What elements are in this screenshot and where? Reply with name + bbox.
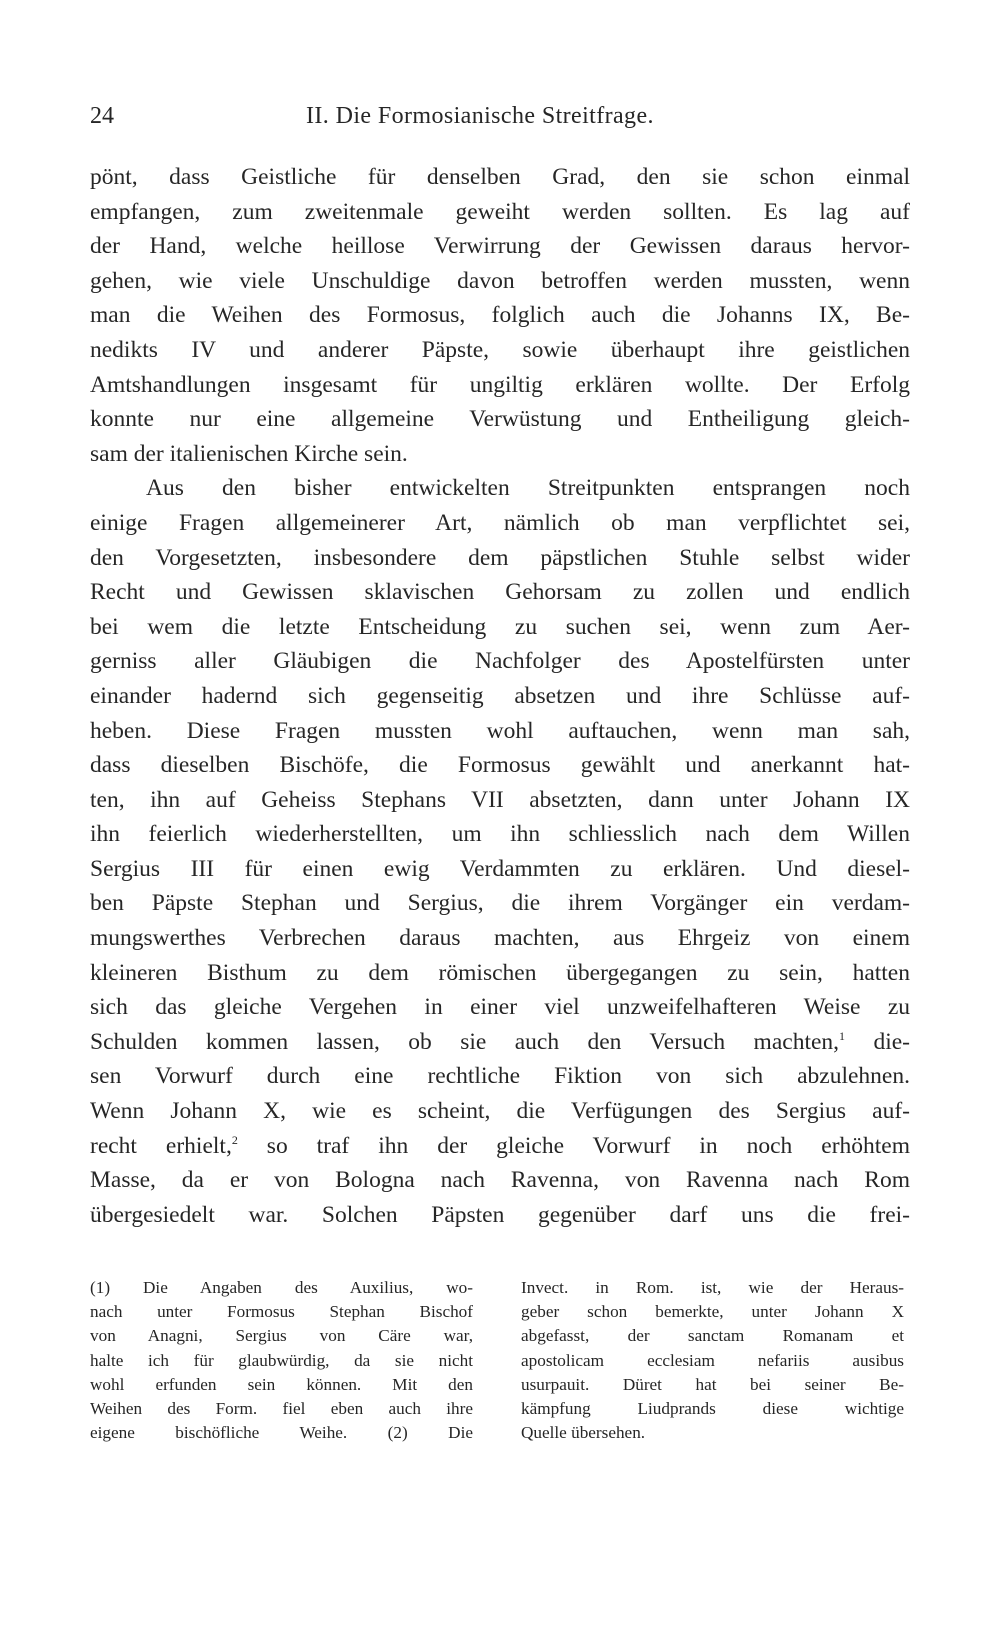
- body-line-text: recht erhielt,: [90, 1132, 232, 1159]
- body-line-text: so traf ihn der gleiche Vorwurf in noch erhöhtem: [266, 1132, 910, 1159]
- footnote-line: eigene bischöfliche Weihe. (2) Die: [90, 1423, 473, 1443]
- footnote-line: Weihen des Form. fiel eben auch ihre: [90, 1398, 473, 1418]
- body-line: nedikts IV und anderer Päpste, sowie überhaupt ihre geistlichen: [90, 336, 910, 363]
- body-line: einander hadernd sich gegenseitig absetzen und ihre Schlüsse auf-: [90, 682, 910, 709]
- body-line: den Vorgesetzten, insbesondere dem päpstlichen Stuhle selbst wider: [90, 544, 910, 571]
- body-line-with-footnote-2: [90, 1129, 910, 1164]
- body-line: kleineren Bisthum zu dem römischen übergegangen zu sein, hatten: [90, 959, 910, 986]
- body-line: ihn feierlich wiederherstellten, um ihn schliesslich nach dem Willen: [90, 821, 910, 848]
- body-line: konnte nur eine allgemeine Verwüstung und Entheiligung gleich-: [90, 406, 910, 433]
- footnote-line: Invect. in Rom. ist, wie der Heraus-: [521, 1278, 904, 1297]
- body-line: pönt, dass Geistliche für denselben Grad, den sie schon einmal: [90, 164, 910, 190]
- body-line: empfangen, zum zweitenmale geweiht werden sollten. Es lag auf: [90, 198, 910, 225]
- footnote-line: nach unter Formosus Stephan Bischof: [90, 1302, 473, 1322]
- body-line: ten, ihn auf Geheiss Stephans VII absetzten, dann unter Johann IX: [90, 786, 910, 813]
- body-line: Recht und Gewissen sklavischen Gehorsam zu zollen und endlich: [90, 579, 910, 606]
- body-line: der Hand, welche heillose Verwirrung der Gewissen daraus hervor-: [90, 233, 910, 260]
- footnote-line: wohl erfunden sein können. Mit den: [90, 1374, 473, 1394]
- body-line: Wenn Johann X, wie es scheint, die Verfügungen des Sergius auf-: [90, 1098, 910, 1125]
- body-line: mungswerthes Verbrechen daraus machten, aus Ehrgeiz von einem: [90, 925, 910, 952]
- body-line: Sergius III für einen ewig Verdammten zu erklären. Und diesel-: [90, 855, 910, 882]
- body-line: Amtshandlungen insgesamt für ungiltig erklären wollte. Der Erfolg: [90, 371, 910, 398]
- footnote-line: Quelle übersehen.: [521, 1423, 646, 1443]
- running-head: [90, 99, 910, 133]
- footnote-line: kämpfung Liudprands diese wichtige: [521, 1398, 904, 1418]
- footnote-column-right: [521, 1276, 904, 1445]
- footnote-column-left: [90, 1276, 473, 1445]
- footnote-line: usurpauit. Düret hat bei seiner Be-: [521, 1374, 904, 1394]
- footnote-line: halte ich für glaubwürdig, da sie nicht: [90, 1350, 473, 1370]
- body-line: man die Weihen des Formosus, folglich auch die Johanns IX, Be-: [90, 302, 910, 329]
- body-text: [90, 160, 910, 1232]
- footnotes: [90, 1276, 910, 1476]
- running-title: II. Die Formosianische Streitfrage.: [306, 103, 654, 129]
- footnote-line: von Anagni, Sergius von Cäre war,: [90, 1326, 473, 1346]
- footnote-mark: 2: [231, 1132, 238, 1147]
- body-line: sam der italienischen Kirche sein.: [90, 440, 408, 467]
- body-line: Aus den bisher entwickelten Streitpunkten entsprangen noch: [146, 475, 910, 502]
- body-line: bei wem die letzte Entscheidung zu suchen sei, wenn zum Aer-: [90, 613, 910, 640]
- body-line: heben. Diese Fragen mussten wohl auftauchen, wenn man sah,: [90, 717, 910, 744]
- footnote-line: abgefasst, der sanctam Romanam et: [521, 1326, 904, 1346]
- footnote-line: geber schon bemerkte, unter Johann X: [521, 1302, 904, 1322]
- body-line: Masse, da er von Bologna nach Ravenna, von Ravenna nach Rom: [90, 1167, 910, 1194]
- body-line: einige Fragen allgemeinerer Art, nämlich ob man verpflichtet sei,: [90, 509, 910, 536]
- footnote-mark: 1: [839, 1029, 846, 1044]
- body-line-text: Schulden kommen lassen, ob sie auch den Versuch machten,: [90, 1028, 840, 1055]
- body-line: sich das gleiche Vergehen in einer viel unzweifelhafteren Weise zu: [90, 994, 910, 1021]
- body-line-text: die-: [873, 1028, 910, 1055]
- page-number: 24: [90, 103, 114, 129]
- body-line: ben Päpste Stephan und Sergius, die ihrem Vorgänger ein verdam-: [90, 890, 910, 917]
- footnote-line: (1) Die Angaben des Auxilius, wo-: [90, 1278, 473, 1297]
- body-line: gerniss aller Gläubigen die Nachfolger des Apostelfürsten unter: [90, 648, 910, 675]
- body-line-with-footnote-1: [90, 1025, 910, 1060]
- body-line: gehen, wie viele Unschuldige davon betroffen werden mussten, wenn: [90, 267, 910, 294]
- body-line: dass dieselben Bischöfe, die Formosus gewählt und anerkannt hat-: [90, 752, 910, 779]
- body-line: übergesiedelt war. Solchen Päpsten gegenüber darf uns die frei-: [90, 1201, 910, 1228]
- footnote-line: apostolicam ecclesiam nefariis ausibus: [521, 1350, 904, 1370]
- body-line: sen Vorwurf durch eine rechtliche Fiktion von sich abzulehnen.: [90, 1063, 910, 1090]
